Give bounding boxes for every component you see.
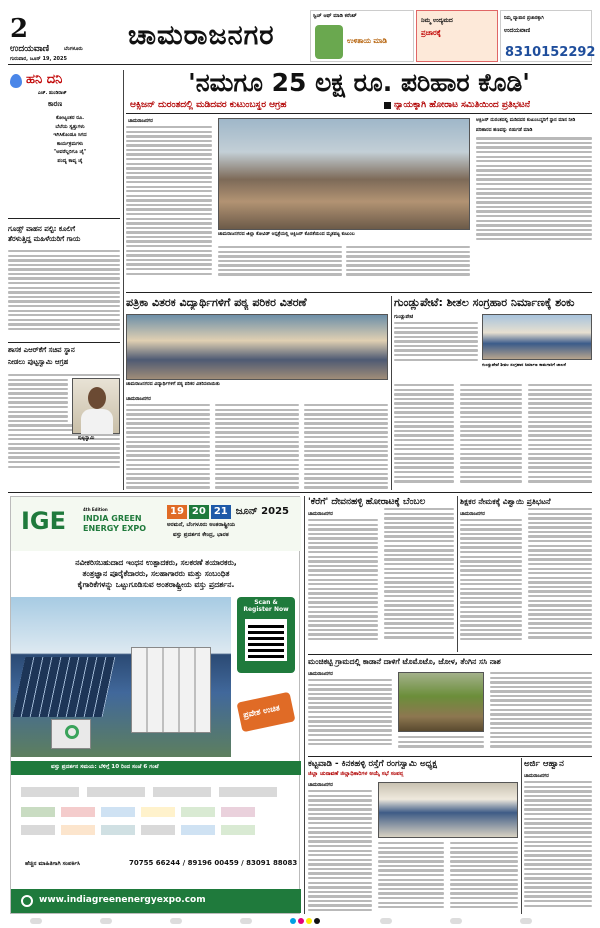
story-headline: ಶಾಸಕ ಎಆರ್‌ಕೆಗೆ ಸಚಿವ ಸ್ಥಾನ	[8, 346, 75, 354]
poem-line: ಪಂದ್ಯ ಕಾವ್ಯ ಜೈ	[57, 157, 83, 164]
left-story-1	[8, 224, 120, 494]
separator-square-icon	[384, 102, 391, 109]
lead-bullets	[476, 118, 592, 242]
story-body	[384, 508, 454, 641]
story-dateline: ಚಾಮರಾಜನಗರ	[308, 512, 333, 517]
qr-code-icon	[245, 619, 287, 661]
lead-subheadline-2: ನ್ಯಾಯಕ್ಕಾಗಿ ಹೋರಾಟ ಸಮಿತಿಯಿಂದ ಪ್ರತಿಭಟನೆ	[394, 100, 531, 110]
tagline-line: ಕೈಗಾರಿಕೆಗಳನ್ನು ಒಟ್ಟುಗೂಡಿಸುವ ಅಂತರಾಷ್ಟ್ರೀಯ ವಸ್ತು ಪ್ರದರ್ಶನ.	[77, 580, 235, 589]
story-body	[304, 404, 388, 491]
story-body	[378, 842, 444, 911]
story-body	[460, 384, 522, 485]
story-body	[528, 384, 592, 485]
story-body	[490, 672, 592, 750]
date-line: ಗುರುವಾರ, ಜೂನ್ 19, 2025	[10, 56, 67, 62]
globe-icon	[21, 895, 33, 907]
right-story-1	[308, 496, 454, 652]
story-dateline: ಚಾಮರಾಜನಗರ	[524, 774, 549, 779]
mid-story-2	[394, 296, 592, 492]
ad3-line2: ಉದಯವಾಣಿ	[504, 27, 531, 34]
honey-column	[8, 70, 120, 220]
date-badge: 21	[211, 505, 231, 519]
scan-label: Scan & Register Now	[243, 599, 289, 613]
website-text: www.indiagreenenergyexpo.com	[39, 895, 206, 905]
portrait-caption: ಪುಟ್ಟಸ್ವಾಮಿ	[78, 436, 95, 441]
lead-photo-caption: ಚಾಮರಾಜನಗರದ ಜಿಲ್ಲಾ ಕೋವಿಡ್ ಆಸ್ಪತ್ರೆಯಲ್ಲಿ ಆಕ್ಸಿಜನ್ ಕೊರತೆಯಿಂದ ಮೃತಪಟ್ಟ ಕುಟುಂಬ	[218, 232, 355, 237]
ad-box-3	[500, 10, 596, 62]
poem-line: "ಅವರೆಲ್ಲರಿಗೂ ಜೈ"	[53, 149, 87, 156]
paper-name: ಉದಯವಾಣಿ	[10, 44, 50, 54]
contact-label: ಹೆಚ್ಚಿನ ಮಾಹಿತಿಗಾಗಿ ಸಂಪರ್ಕಿಸಿ	[25, 861, 81, 867]
ad-box-2	[416, 10, 498, 62]
ad1-line1: ಸ್ವಿಚ್ ಆಫ್ ಮಾಡಿ ಕರೆಂಟ್	[313, 13, 357, 19]
cmyk-dot	[298, 918, 304, 924]
solar-panel-icon	[13, 657, 116, 717]
ige-logo-line2: INDIA GREEN	[83, 514, 142, 523]
ige-venue-1: ಅರಮನೆ, ಬೆಂಗಳೂರು ಅಂತರಾಷ್ಟ್ರೀಯ	[167, 522, 236, 528]
tagline-line: ತಂತ್ರಜ್ಞಾನ ಪೂರೈಕೆದಾರರು, ಸಲಹಾಗಾರರು ಮತ್ತು ಸಂಬಂಧಿತ	[82, 569, 230, 578]
story-body	[308, 519, 378, 643]
honey-title: ಕಾರಣ	[48, 100, 63, 108]
crop-damage-photo	[398, 672, 484, 732]
cmyk-dot	[314, 918, 320, 924]
story-headline: ಕಟ್ಟವಾಡಿ - ಕಿನಕಹಳ್ಳಿ ರಸ್ತೆಗೆ ರಂಗಸ್ವಾಮಿ ಅಧ್ಯಕ್ಷ	[308, 759, 438, 769]
free-entry-label: ಪ್ರವೇಶ ಉಚಿತ	[242, 703, 281, 720]
story-body	[394, 384, 454, 485]
story-body	[450, 842, 518, 911]
ige-logo-edition: 4th Edition	[83, 507, 108, 512]
honey-drop-icon	[10, 74, 22, 88]
masthead	[0, 0, 600, 66]
sponsor-logos	[21, 783, 291, 847]
story-headline: 'ಕೆರೆಗೆ' ದೇವನಹಳ್ಳಿ ಹೋರಾಟಕ್ಕೆ ಬೆಂಬಲ	[308, 497, 426, 507]
date-badge: 19	[167, 505, 187, 519]
right-story-5	[524, 758, 592, 914]
story-dateline: ಗುಂಡ್ಲುಪೇಟೆ	[394, 315, 414, 320]
right-story-4	[308, 758, 518, 914]
meeting-photo	[378, 782, 518, 838]
story-body	[398, 736, 484, 750]
story-headline: ಅರ್ಜಿ ಆಹ್ವಾನ	[524, 759, 564, 769]
story-headline: ಗೂಡ್ಸ್ ವಾಹನ ಪಲ್ಟಿ: ಕೂಲಿಗೆ	[8, 225, 76, 233]
story-body	[308, 679, 392, 748]
honey-author: ಎಚ್. ಡುಂಡಿರಾಜ್	[38, 91, 67, 96]
story-body	[528, 508, 592, 641]
edition: ಬೆಂಗಳೂರು	[64, 46, 83, 52]
story-photo	[482, 314, 592, 360]
print-registration-bar	[0, 916, 600, 926]
story-body	[394, 322, 478, 363]
story-photo	[126, 314, 388, 380]
ige-timing-bar	[11, 761, 301, 775]
ige-venue-2: ವಸ್ತು ಪ್ರದರ್ಶನ ಕೇಂದ್ರ, ಭಾರತ	[173, 532, 229, 538]
lead-dateline: ಚಾಮರಾಜನಗರ	[128, 119, 153, 124]
bullet-item: ಆಕ್ಸಿಜನ್ ದುರಂತದಲ್ಲಿ ಮಡಿದವರ ಕುಟುಂಬಸ್ಥರಿಗೆ ಸ್ಥಾನ ಮಾನ ನೀಡಿ	[476, 118, 576, 123]
ige-qr-block	[237, 597, 295, 673]
ad1-line2: ಉಳಿತಾಯ ಮಾಡಿ	[347, 37, 387, 45]
ad-box-1	[310, 10, 414, 62]
story-body	[8, 250, 120, 332]
cmyk-dot	[306, 918, 312, 924]
ige-tagline	[11, 557, 301, 590]
story-photo-caption: ಚಾಮರಾಜನಗರದ ವಿದ್ಯಾರ್ಥಿಗಳಿಗೆ ಪಠ್ಯ ಪರಿಕರ ವಿತರಿಸಲಾಯಿತು	[126, 382, 220, 387]
ige-header	[11, 497, 301, 551]
honey-poem	[22, 114, 118, 166]
section-title: ಚಾಮರಾಜನಗರ	[128, 20, 275, 51]
lead-col-body	[126, 126, 212, 277]
story-body	[215, 404, 299, 491]
story-subheadline: ಜಿಲ್ಲಾ ಚುನಾವಣೆ ಜಿಲ್ಲಾಧಿಕಾರಿಗಳ ಅಯ್ಕೆ ಸಭೆ ಸಂಪನ್ನ	[308, 771, 404, 777]
lead-body-3	[346, 246, 470, 278]
story-body	[460, 519, 522, 643]
story-headline: ನೀಡಲು ಪುಟ್ಟಸ್ವಾಮಿ ಆಗ್ರಹ	[8, 358, 69, 366]
portrait-body	[81, 409, 113, 434]
recycle-icon	[65, 725, 79, 739]
portrait-head	[88, 387, 106, 409]
story-dateline: ಚಾಮರಾಜನಗರ	[308, 783, 333, 788]
story-dateline: ಚಾಮರಾಜನಗರ	[126, 397, 151, 402]
date-badge: 20	[189, 505, 209, 519]
ad3-line1: ನಿಮ್ಮ ವ್ಯಾಪಾರ ಪ್ರಚಾರಕ್ಕಾಗಿ	[504, 16, 544, 21]
story-dateline: ಚಾಮರಾಜನಗರ	[308, 672, 333, 677]
ige-logo-line3: ENERGY EXPO	[83, 524, 147, 533]
page-number: 2	[10, 14, 29, 44]
ige-dates	[167, 505, 289, 519]
story-photo-caption: ಗುಂಡ್ಲುಪೇಟೆ ಶೀತಲ ಸಂಗ್ರಹಾರ ನಿರ್ಮಾಣ ಕಾಮಗಾರಿಗೆ ಚಾಲನೆ	[482, 362, 566, 367]
lead-story	[126, 66, 592, 290]
timing-text: ವಸ್ತು ಪ್ರದರ್ಶನ ಸಮಯ: ಬೆಳಿಗ್ಗೆ 10 ರಿಂದ ಸಂಜೆ 6 ಗಂಟೆ	[51, 764, 159, 770]
cmyk-dot	[290, 918, 296, 924]
poem-line: ಕೋಟ್ಯಂತರ ರೂ.	[55, 115, 85, 121]
right-story-2	[460, 496, 592, 652]
ige-solar-image	[11, 597, 231, 757]
story-body	[126, 404, 210, 491]
story-body	[524, 781, 592, 909]
lead-body-2	[218, 246, 342, 278]
ige-advertisement	[10, 496, 300, 914]
bullet-item: ಪರಿಹಾರದ ಹಣವನ್ನು ಬಿಡುಗಡೆ ಮಾಡಿ	[476, 127, 533, 133]
poem-line: ಇಗಿಸಿಕೊಂಡೂ ಸಿಗದ	[53, 132, 87, 139]
ige-logo: IGE	[21, 507, 67, 535]
tagline-line: ನವೀಕರಿಸಬಹುದಾದ ಇಂಧನ ಉತ್ಪಾದಕರು, ಸಲಕರಣೆ ತಯಾರಕರು,	[75, 558, 237, 567]
portrait-photo	[72, 378, 120, 434]
date-month: ಜೂನ್ 2025	[235, 506, 289, 517]
phone-illustration	[315, 25, 343, 59]
story-dateline: ಚಾಮರಾಜನಗರ	[460, 512, 485, 517]
ad2-line1: ನಿಮ್ಮ ಉದ್ಯಮದ	[421, 17, 453, 24]
lead-subheadline: ಆಕ್ಸಿಜನ್ ದುರಂತದಲ್ಲಿ ಮಡಿದವರ ಕುಟುಂಬಸ್ಥರ ಆಗ್ರಹ	[130, 100, 287, 110]
story-headline: ಗುಂಡ್ಲುಪೇಟೆ: ಶೀತಲ ಸಂಗ್ರಹಾರ ನಿರ್ಮಾಣಕ್ಕೆ ಶಂಕು	[394, 296, 575, 309]
story-headline: ಮಂಚಿಕಟ್ಟಿ ಗ್ರಾಮದಲ್ಲಿ ಕಾಡಾನೆ ದಾಳಿಗೆ ಟೊಮೊಟೊ, ಜೋಳ, ತೆಂಗಿನ ಸಸಿ ನಾಶ	[308, 657, 501, 666]
free-entry-badge	[236, 692, 295, 733]
ad3-phone: 8310152292	[505, 45, 596, 60]
mid-story-1	[126, 296, 388, 492]
lead-headline: 'ನಮಗೂ 25 ಲಕ್ಷ ರೂ. ಪರಿಹಾರ ಕೊಡಿ'	[188, 68, 530, 97]
lead-photo	[218, 118, 470, 230]
poem-line: ಬೆಲೆಯ ಸ್ವತ್ತುಗಳು	[55, 123, 85, 130]
website-bar	[11, 889, 301, 913]
honey-logo: ಹನಿ ದನಿ	[26, 72, 63, 87]
inverter-cabinet-icon	[131, 647, 211, 733]
story-headline: ಪತ್ರಿಕಾ ವಿತರಕ ವಿದ್ಯಾರ್ಥಿಗಳಿಗೆ ಪಠ್ಯ ಪರಿಕರ ವಿತರಣೆ	[126, 296, 307, 309]
poem-line: ಕಾರ್ಯಕ್ರಮಗಳು	[56, 140, 84, 147]
story-headline: ಶಿಕ್ಷಕರ ನೇಮಕಕ್ಕೆ ವಿಶ್ವಾಯಿ ಪ್ರತಿಭಟನೆ	[460, 497, 551, 506]
contact-phones: 70755 66244 / 89196 00459 / 83091 88083	[129, 859, 298, 867]
right-story-3	[308, 656, 592, 754]
story-headline: ತೆರಳುತ್ತಿದ್ದ ಮಹಿಳೆಯರಿಗೆ ಗಾಯ	[8, 235, 81, 243]
story-body	[308, 790, 372, 914]
ad2-line2: ಪ್ರಚಾರಕ್ಕೆ	[421, 29, 441, 37]
